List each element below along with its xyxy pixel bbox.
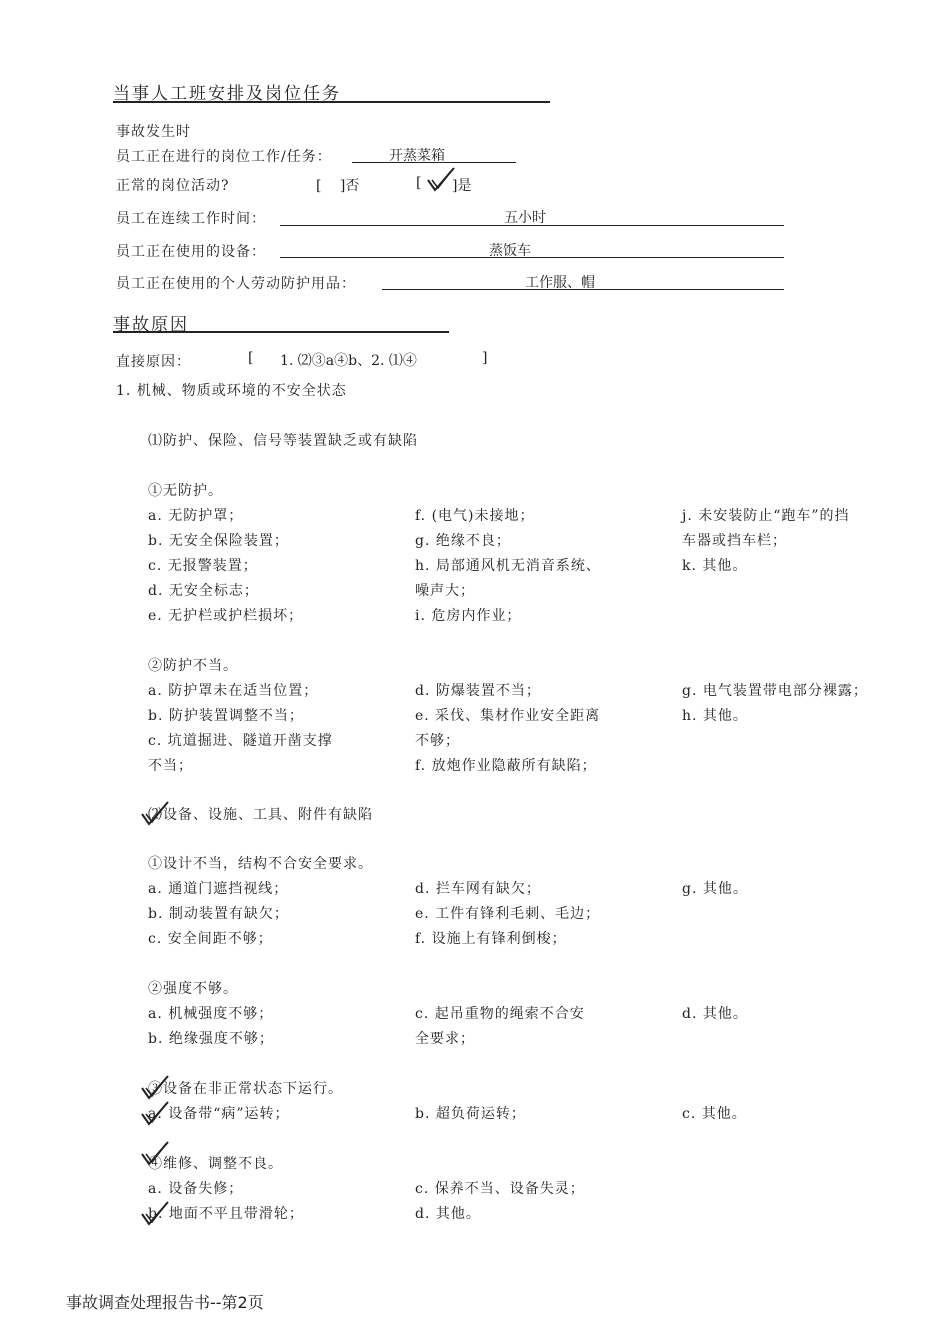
list-item: f. 放炮作业隐蔽所有缺陷； <box>415 758 597 774</box>
list-item: c. 保养不当、设备失灵； <box>415 1181 585 1197</box>
list-item: a. 机械强度不够； <box>148 1006 274 1022</box>
list-item: c. 安全间距不够； <box>148 931 273 947</box>
intro-label: 事故发生时 <box>116 124 191 140</box>
list-item: c. 坑道掘进、隧道开凿支撑 <box>148 733 333 749</box>
equipment-value: 蒸饭车 <box>489 243 531 259</box>
normal-yes-close: ]是 <box>452 178 472 194</box>
list-item: a. 设备失修； <box>148 1181 244 1197</box>
list-item: b. 防护装置调整不当； <box>148 708 304 724</box>
list-item: d. 拦车网有缺欠； <box>415 881 541 897</box>
list-item: a. 设备带“病”运转； <box>148 1106 290 1122</box>
normal-activity-label: 正常的岗位活动? <box>116 178 230 194</box>
subgroup-2-1-title: ①设计不当，结构不合安全要求。 <box>148 856 373 872</box>
group-2-title: ⑵设备、设施、工具、附件有缺陷 <box>148 807 373 823</box>
list-item: b. 无安全保险装置； <box>148 533 289 549</box>
list-item: i. 危房内作业； <box>415 608 522 624</box>
list-item: c. 无报警装置； <box>148 558 258 574</box>
subgroup-1-2-title: ②防护不当。 <box>148 658 238 674</box>
direct-bracket-open: [ <box>248 350 254 366</box>
list-item: 不当； <box>148 758 193 774</box>
list-item: g. 绝缘不良； <box>415 533 511 549</box>
ppe-value: 工作服、帽 <box>525 275 595 291</box>
list-item: 不够； <box>415 733 460 749</box>
ppe-label: 员工正在使用的个人劳动防护用品： <box>116 276 356 292</box>
list-item: b. 地面不平且带滑轮； <box>148 1206 304 1222</box>
normal-no-option: [ ]否 <box>316 178 360 194</box>
subgroup-2-3-title: ③设备在非正常状态下运行。 <box>148 1081 343 1097</box>
list-item: f. (电气)未接地； <box>415 508 535 524</box>
category-1-title: 1. 机械、物质或环境的不安全状态 <box>116 383 347 399</box>
list-item: a. 通道门遮挡视线； <box>148 881 289 897</box>
subgroup-1-1-title: ①无防护。 <box>148 483 223 499</box>
list-item: g. 电气装置带电部分裸露； <box>682 683 868 699</box>
section-title-shift: 当事人工班安排及岗位任务 <box>113 84 341 104</box>
title-underline <box>113 101 550 103</box>
list-item: c. 其他。 <box>682 1106 747 1122</box>
list-item: a. 无防护罩； <box>148 508 244 524</box>
list-item: h. 其他。 <box>682 708 748 724</box>
list-item: b. 绝缘强度不够； <box>148 1031 274 1047</box>
subgroup-2-4-title: ④维修、调整不良。 <box>148 1156 283 1172</box>
list-item: 噪声大； <box>415 583 475 599</box>
task-label: 员工正在进行的岗位工作/任务： <box>116 149 332 165</box>
direct-cause-label: 直接原因： <box>116 354 191 370</box>
list-item: d. 无安全标志； <box>148 583 259 599</box>
list-item: b. 制动装置有缺欠； <box>148 906 289 922</box>
subgroup-2-2-title: ②强度不够。 <box>148 981 238 997</box>
normal-yes-open: [ <box>416 175 422 191</box>
hours-label: 员工在连续工作时间： <box>116 211 266 227</box>
list-item: d. 其他。 <box>682 1006 748 1022</box>
hours-value: 五小时 <box>504 210 546 226</box>
list-item: d. 其他。 <box>415 1206 481 1222</box>
group-1-title: ⑴防护、保险、信号等装置缺乏或有缺陷 <box>148 433 418 449</box>
list-item: j. 未安装防止“跑车”的挡 <box>682 508 850 524</box>
list-item: f. 设施上有锋利倒梭； <box>415 931 567 947</box>
list-item: 车器或挡车栏； <box>682 533 787 549</box>
list-item: a. 防护罩未在适当位置； <box>148 683 319 699</box>
direct-bracket-close: ] <box>482 350 488 366</box>
causes-underline <box>113 331 449 333</box>
list-item: e. 工件有锋利毛刺、毛边； <box>415 906 601 922</box>
list-item: c. 起吊重物的绳索不合安 <box>415 1006 585 1022</box>
list-item: e. 无护栏或护栏损坏； <box>148 608 304 624</box>
page-footer: 事故调查处理报告书--第2页 <box>66 1293 264 1312</box>
equipment-label: 员工正在使用的设备： <box>116 244 266 260</box>
list-item: d. 防爆装置不当； <box>415 683 541 699</box>
list-item: g. 其他。 <box>682 881 748 897</box>
list-item: h. 局部通风机无消音系统、 <box>415 558 601 574</box>
direct-cause-value: 1. ⑵③a④b、2. ⑴④ <box>280 353 417 369</box>
list-item: b. 超负荷运转； <box>415 1106 526 1122</box>
list-item: 全要求； <box>415 1031 475 1047</box>
section-title-causes: 事故原因 <box>113 315 189 335</box>
task-value: 开蒸菜箱 <box>389 148 445 164</box>
list-item: k. 其他。 <box>682 558 748 574</box>
list-item: e. 采伐、集材作业安全距离 <box>415 708 601 724</box>
